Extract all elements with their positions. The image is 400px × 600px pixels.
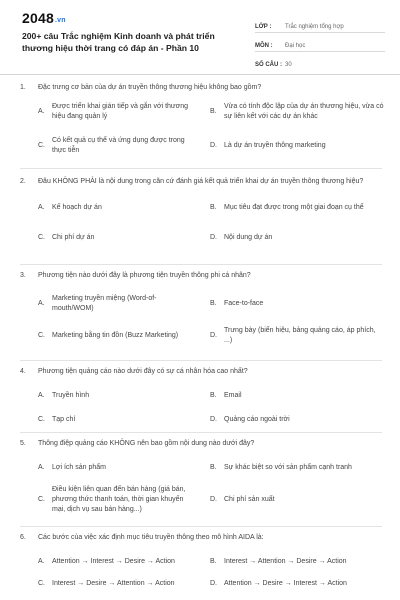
question-divider [20,264,382,265]
option-text: Sự khác biệt so với sản phẩm cạnh tranh [224,464,352,471]
option-a[interactable] [38,461,208,475]
meta-value: 30 [285,62,292,68]
option-a[interactable] [38,101,208,123]
question-4 [20,366,390,433]
option-key: B. [210,558,217,565]
question-divider [20,526,382,527]
page-header [0,0,400,72]
option-text: Điều kiện liên quan đến bán hàng (giá bán, phương thức thanh toán, thời gian khuyến mại, dịch vụ sau bán hàng...) [52,486,186,513]
option-key: A. [38,300,45,307]
option-text: Attention → Desire → Interest → Action [224,580,347,587]
meta-label: LỚP : [255,24,272,30]
option-b[interactable] [210,461,390,475]
question-number: 2. [20,178,26,185]
option-text: Marketing truyền miệng (Word-of-mouth/WOM) [52,295,157,312]
option-key: A. [38,108,45,115]
site-logo[interactable] [22,10,66,26]
logo-suffix: .vn [54,17,66,24]
option-key: D. [210,332,217,339]
option-key: A. [38,204,45,211]
option-text: Attention → Interest → Desire → Action [52,558,175,565]
question-5 [20,438,390,525]
question-divider [20,168,382,169]
option-text: Kế hoạch dự án [52,204,102,211]
options [38,549,390,599]
option-text: Interest → Attention → Desire → Action [224,558,347,565]
meta-value: Trắc nghiệm tổng hợp [285,24,344,30]
question-stem [20,82,390,93]
option-c[interactable] [38,329,208,343]
option-d[interactable] [210,231,390,245]
logo-main: 2048 [22,10,54,26]
option-c[interactable] [38,577,208,591]
option-key: C. [38,416,45,423]
option-a[interactable] [38,293,208,315]
option-c[interactable] [38,231,208,245]
question-2 [20,176,390,257]
question-text: Các bước của việc xác định mục tiêu truyền thông theo mô hình AIDA là: [38,534,264,541]
question-number: 5. [20,440,26,447]
question-number: 3. [20,272,26,279]
question-text: Đặc trưng cơ bản của dự án truyền thông thương hiệu không bao gồm? [38,84,262,91]
options [38,383,390,433]
option-text: Chi phí sản xuất [224,496,275,503]
option-b[interactable] [210,197,390,219]
option-text: Trưng bày (biển hiệu, bảng quảng cáo, áp phích, ...) [224,327,376,344]
question-stem [20,366,390,377]
option-a[interactable] [38,197,208,219]
option-a[interactable] [38,555,208,569]
meta-row-class [255,14,385,33]
option-key: B. [210,300,217,307]
option-key: C. [38,496,45,503]
option-text: Mục tiêu đạt được trong một giai đoạn cụ thể [224,204,364,211]
question-divider [20,432,382,433]
option-b[interactable] [210,389,390,403]
option-text: Có kết quả cụ thể và ứng dụng được trong thực tiễn [52,137,185,154]
option-key: B. [210,204,217,211]
options [38,287,390,357]
meta-value: Đại học [285,43,306,49]
option-text: Nội dung dự án [224,234,273,241]
question-6 [20,532,390,599]
option-key: A. [38,392,45,399]
option-key: B. [210,464,217,471]
option-text: Marketing bằng tin đồn (Buzz Marketing) [52,332,179,339]
options [38,99,390,165]
option-key: C. [38,234,45,241]
question-stem [20,532,390,543]
option-key: D. [210,580,217,587]
option-text: Được triển khai gián tiếp và gắn với thương hiệu đang quản lý [52,103,188,120]
option-d[interactable] [210,493,390,507]
option-text: Truyền hình [52,392,90,399]
page-title: 200+ câu Trắc nghiệm Kinh doanh và phát triển thương hiệu thời trang có đáp án - Phần 10 [22,31,215,53]
option-key: B. [210,108,217,115]
option-key: C. [38,142,45,149]
question-number: 6. [20,534,26,541]
question-1 [20,82,390,165]
option-text: Interest → Desire → Attention → Action [52,580,175,587]
option-a[interactable] [38,389,208,403]
question-stem [20,176,378,187]
option-text: Face-to-face [224,300,264,307]
option-key: A. [38,464,45,471]
option-key: B. [210,392,217,399]
option-text: Lợi ích sản phẩm [52,464,107,471]
option-key: C. [38,332,45,339]
meta-row-count [255,52,385,70]
option-key: D. [210,416,217,423]
options [38,193,390,257]
option-text: Email [224,392,242,399]
question-stem [20,270,390,281]
option-text: Chi phí dự án [52,234,95,241]
option-text: Tạp chí [52,416,76,423]
option-d[interactable] [210,577,390,591]
option-key: D. [210,234,217,241]
option-key: D. [210,142,217,149]
meta-label: SỐ CÂU : [255,62,282,68]
option-text: Vừa có tính độc lập của dự án thương hiệu, vừa có sự liên kết với các dự án khác [224,103,384,120]
option-d[interactable] [210,413,390,427]
option-key: C. [38,580,45,587]
option-key: A. [38,558,45,565]
question-divider [20,360,382,361]
meta-label: MÔN : [255,43,273,49]
question-text: Đâu KHÔNG PHẢI là nội dung trong căn cứ đánh giá kết quả triển khai dự án truyền thông thương hiệu? [38,178,364,185]
question-3 [20,270,390,357]
option-d[interactable] [210,325,390,347]
option-b[interactable] [210,101,390,123]
meta-row-subject [255,33,385,52]
option-key: D. [210,496,217,503]
header-divider [0,74,400,75]
options [38,455,390,525]
meta-info [255,14,385,70]
option-b[interactable] [210,297,390,311]
question-text: Phương tiện nào dưới đây là phương tiện truyền thông phi cá nhân? [38,272,251,279]
question-text: Thông điệp quảng cáo KHÔNG nên bao gồm nội dung nào dưới đây? [38,440,255,447]
question-stem [20,438,390,449]
question-number: 1. [20,84,26,91]
option-text: Là dự án truyền thông marketing [224,142,326,149]
option-c[interactable] [38,135,208,157]
option-c[interactable] [38,483,208,517]
question-number: 4. [20,368,26,375]
option-text: Quảng cáo ngoài trời [224,416,290,423]
option-b[interactable] [210,555,390,569]
question-text: Phương tiện quảng cáo nào dưới đây có sự cá nhân hóa cao nhất? [38,368,248,375]
option-d[interactable] [210,135,390,157]
option-c[interactable] [38,413,208,427]
